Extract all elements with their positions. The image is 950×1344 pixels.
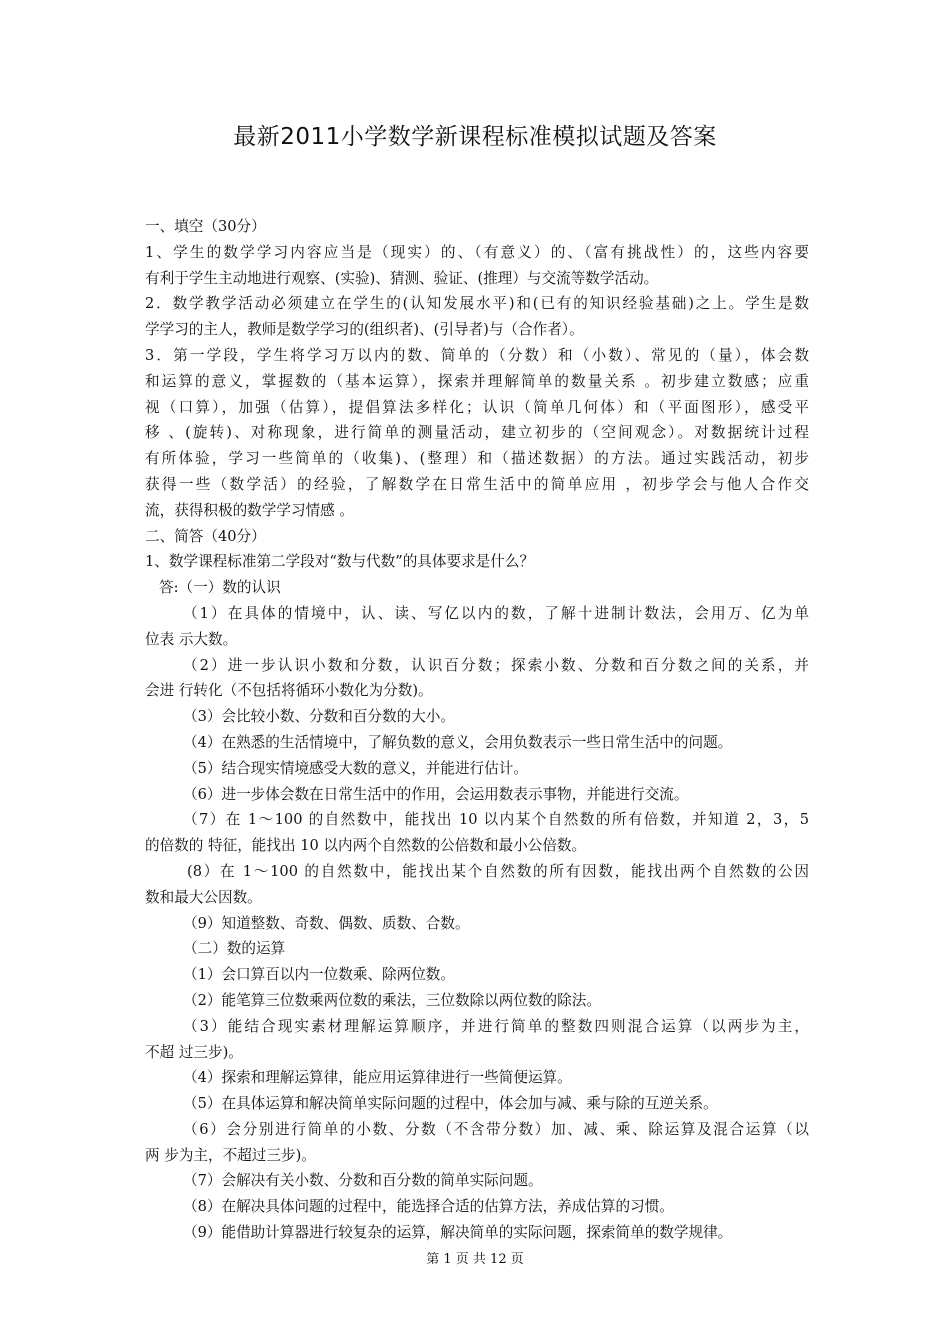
answer-line: （9）能借助计算器进行较复杂的运算，解决简单的实际问题，探索简单的数学规律。 [183,1224,733,1242]
paragraph-line: 1、学生的数学学习内容应当是（现实）的、（有意义）的、（富有挑战性）的，这些内容要 [145,243,809,261]
section-heading: 二、简答（40分） [145,527,266,545]
answer-heading: 答:（一）数的认识 [159,579,281,597]
page-footer: 第 1 页 共 12 页 [426,1252,524,1267]
answer-line: （2）能笔算三位数乘两位数的乘法，三位数除以两位数的除法。 [183,991,601,1009]
answer-line: （3）能结合现实素材理解运算顺序，并进行简单的整数四则混合运算（以两步为主， [183,1017,809,1035]
paragraph-line: 有利于学生主动地进行观察、(实验)、猜测、验证、(推理）与交流等数学活动。 [145,269,659,287]
answer-line: 不超 过三步)。 [145,1043,243,1061]
paragraph-line: 视（口算），加强（估算），提倡算法多样化；认识（简单几何体）和（平面图形），感受平 [145,398,809,416]
paragraph-line: 3．第一学段，学生将学习万以内的数、简单的（分数）和（小数）、常见的（量），体会数 [145,346,809,364]
document-body [145,214,809,1246]
section-heading: 一、填空（30分） [145,218,266,235]
answer-line: （5）结合现实情境感受大数的意义，并能进行估计。 [183,759,528,777]
answer-line: （7）会解决有关小数、分数和百分数的简单实际问题。 [183,1172,543,1190]
paragraph-line: 获得一些（数学活）的经验，了解数学在日常生活中的简单应用 ，初步学会与他人合作交 [145,475,809,493]
paragraph-line: 移 、(旋转)、对称现象，进行简单的测量活动，建立初步的（空间观念）。对数据统计过程 [145,424,809,442]
answer-line: （5）在具体运算和解决简单实际问题的过程中，体会加与减、乘与除的互逆关系。 [183,1095,718,1113]
answer-line: （9）知道整数、奇数、偶数、质数、合数。 [183,914,470,932]
answer-line: （3）会比较小数、分数和百分数的大小。 [183,708,455,726]
answer-line: （6）进一步体会数在日常生活中的作用，会运用数表示事物，并能进行交流。 [183,785,689,803]
answer-line: 数和最大公因数。 [145,888,262,906]
paragraph-line: 学学习的主人，教师是数学学习的(组织者)、(引导者)与（合作者）。 [145,321,584,339]
answer-line: 会进 行转化（不包括将循环小数化为分数)。 [145,682,433,700]
answer-line: （4）在熟悉的生活情境中，了解负数的意义，会用负数表示一些日常生活中的问题。 [183,733,733,751]
answer-line: 的倍数的 特征，能找出 10 以内两个自然数的公倍数和最小公倍数。 [145,837,587,855]
question-line: 1、数学课程标准第二学段对“数与代数”的具体要求是什么？ [145,553,535,571]
answer-line: （1）会口算百以内一位数乘、除两位数。 [183,966,455,984]
answer-line: （1）在具体的情境中，认、读、写亿以内的数，了解十进制计数法，会用万、亿为单 [183,604,809,622]
paragraph-line: 流，获得积极的数学学习情感 。 [145,501,354,519]
answer-line: (8）在 1～100 的自然数中，能找出某个自然数的所有因数，能找出两个自然数的公因 [187,862,809,880]
paragraph-line: 有所体验，学习一些简单的（收集)、(整理）和（描述数据）的方法。通过实践活动，初步 [145,450,809,468]
answer-line: （8）在解决具体问题的过程中，能选择合适的估算方法，养成估算的习惯。 [183,1198,674,1216]
answer-subheading: （二）数的运算 [183,940,286,958]
paragraph-line: 2．数学教学活动必须建立在学生的(认知发展水平)和(已有的知识经验基础)之上。学生是数 [145,295,809,313]
answer-line: （6）会分别进行简单的小数、分数（不含带分数）加、减、乘、除运算及混合运算（以 [183,1120,809,1138]
answer-line: （4）探索和理解运算律，能应用运算律进行一些简便运算。 [183,1069,572,1087]
answer-line: 两 步为主，不超过三步)。 [145,1146,316,1164]
document-title: 最新2011小学数学新课程标准模拟试题及答案 [233,124,717,150]
answer-line: 位表 示大数。 [145,630,238,648]
paragraph-line: 和运算的意义，掌握数的（基本运算），探索并理解简单的数量关系 。初步建立数感；应重 [145,372,809,390]
answer-line: （7）在 1～100 的自然数中，能找出 10 以内某个自然数的所有倍数，并知道 2，3，5 [183,811,809,829]
answer-line: （2）进一步认识小数和分数，认识百分数；探索小数、分数和百分数之间的关系，并 [183,656,809,674]
